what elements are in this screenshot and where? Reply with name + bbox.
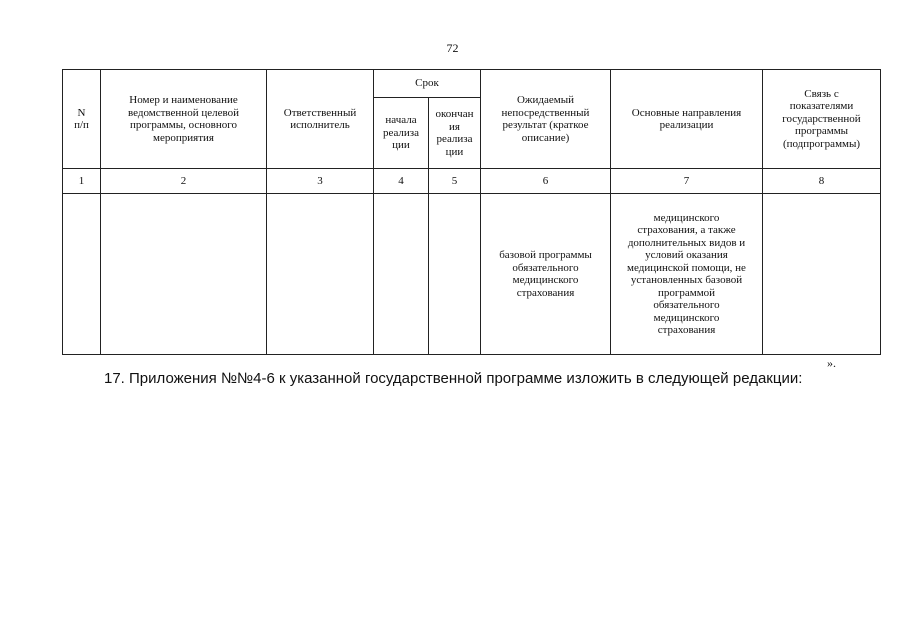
header-term-start: начала реализа ции — [374, 98, 429, 169]
cell-result: базовой программы обязательного медицинского страхования — [481, 194, 611, 355]
header-program: Номер и наименование ведомственной целевой программы, основного мероприятия — [101, 70, 267, 169]
cell-link — [763, 194, 881, 355]
header-result: Ожидаемый непосредственный результат (краткое описание) — [481, 70, 611, 169]
header-num: N п/п — [63, 70, 101, 169]
header-executor: Ответственный исполнитель — [267, 70, 374, 169]
cell-term-start — [374, 194, 429, 355]
header-directions: Основные направления реализации — [611, 70, 763, 169]
cell-num — [63, 194, 101, 355]
column-number: 8 — [763, 169, 881, 194]
cell-term-end — [429, 194, 481, 355]
header-row — [63, 70, 881, 98]
column-number: 5 — [429, 169, 481, 194]
header-link: Связь с показателями государственной программы (подпрограммы) — [763, 70, 881, 169]
cell-directions: медицинского страхования, а также дополнительных видов и условий оказания медицинской помощи, не установленных базовой программой обязательного медицинского страхования — [611, 194, 763, 355]
column-number: 3 — [267, 169, 374, 194]
column-number: 7 — [611, 169, 763, 194]
header-term-end: окончан ия реализа ции — [429, 98, 481, 169]
column-number: 4 — [374, 169, 429, 194]
program-table — [62, 69, 881, 355]
paragraph-17: 17. Приложения №№4-6 к указанной государственной программе изложить в следующей редакции: — [104, 370, 803, 387]
header-term: Срок — [374, 70, 481, 98]
cell-executor — [267, 194, 374, 355]
column-number: 1 — [63, 169, 101, 194]
column-number: 2 — [101, 169, 267, 194]
page-number: 72 — [446, 41, 459, 55]
closing-quote-mark: ». — [827, 356, 836, 370]
cell-program — [101, 194, 267, 355]
column-number-row — [63, 169, 881, 194]
column-number: 6 — [481, 169, 611, 194]
table-row — [63, 194, 881, 355]
